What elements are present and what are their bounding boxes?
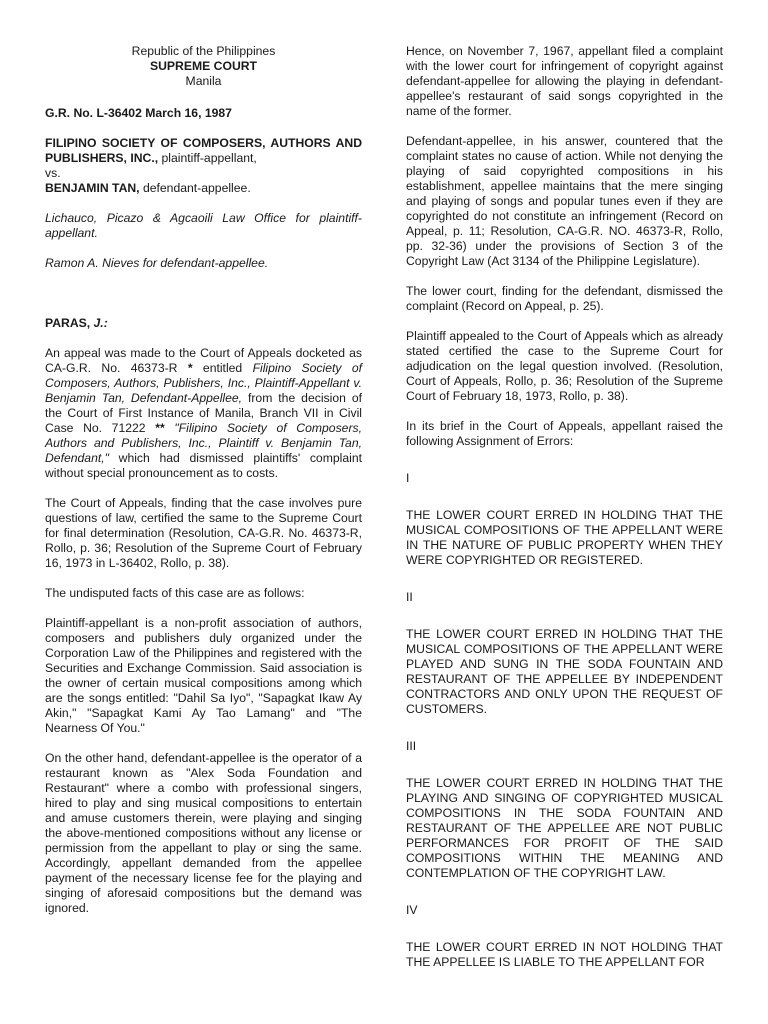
defendant-name: BENJAMIN TAN, [45, 181, 140, 195]
paragraph-complaint: Hence, on November 7, 1967, appellant filed a complaint with the lower court for infringement of copyright against defendant-appellee for allowing the playing in defendant-appellee's restaurant of said songs copyrighted in the name of the former. [406, 44, 723, 118]
ponente-suffix: J.: [93, 316, 108, 330]
error-text-4: THE LOWER COURT ERRED IN NOT HOLDING THAT THE APPELLEE IS LIABLE TO THE APPELLANT FOR [406, 940, 723, 969]
versus: vs. [45, 166, 61, 180]
paragraph-answer: Defendant-appellee, in his answer, countered that the complaint states no cause of action. While not denying the playing of said copyrighted compositions in his establishment, appellee maintains that the mere singing and playing of songs and popular tunes even if they are copyrighted do not constitute an infringement (Record on Appeal, p. 11; Resolution, CA-G.R. NO. 46373-R, Rollo, pp. 32-36) under the provisions of Section 3 of the Copyright Law (Act 3134 of the Philippine Legislature). [406, 134, 723, 268]
right-column [406, 44, 723, 985]
error-text-2: THE LOWER COURT ERRED IN HOLDING THAT THE MUSICAL COMPOSITIONS OF THE APPELLANT WERE PLAYED AND SUNG IN THE SODA FOUNTAIN AND RESTAURANT OF THE APPELLEE BY INDEPENDENT CONTRACTORS AND ONLY UPON THE REQUEST OF CUSTOMERS. [406, 627, 723, 716]
case-title-italic: "Filipino Society of Composers, Authors and Publishers, Inc., Plaintiff v. Benjamin Tan, Defendant," [45, 421, 362, 465]
paragraph-appeal-certified: Plaintiff appealed to the Court of Appeals which as already stated certified the case to the Supreme Court for adjudication on the legal question involved. (Resolution, Court of Appeals, Rollo, p. 36; Resolution of the Supreme Court of February 18, 1973, Rollo, p. 38). [406, 329, 723, 403]
text-run: An appeal was made to the Court of Appeals docketed as CA-G.R. No. 46373-R [45, 346, 362, 375]
plaintiff-role: plaintiff-appellant, [158, 151, 257, 165]
court-city: Manila [185, 74, 222, 88]
ponente [45, 316, 362, 331]
paragraph-plaintiff-facts: Plaintiff-appellant is a non-profit association of authors, composers and publishers duly organized under the Corporation Law of the Philippines and registered with the Securities and Exchange Commission. Said association is the owner of certain musical compositions among which are the songs entitled: "Dahil Sa Iyo", "Sapagkat Ikaw Ay Akin," "Sapagkat Kami Ay Tao Lamang" and "The Nearness Of You." [45, 616, 362, 735]
defendant-role: defendant-appellee. [139, 181, 251, 195]
left-column [45, 44, 362, 931]
error-number-2: II [406, 590, 413, 604]
paragraph-lower-court: The lower court, finding for the defendant, dismissed the complaint (Record on Appeal, p. 25). [406, 284, 723, 313]
ponente-name: PARAS, [45, 316, 94, 330]
text-run: which had dismissed plaintiffs' complaint without special pronouncement as to costs. [45, 451, 362, 480]
case-parties [45, 136, 362, 196]
footnote-marker[interactable]: ** [155, 421, 165, 435]
error-text-3: THE LOWER COURT ERRED IN HOLDING THAT THE PLAYING AND SINGING OF COPYRIGHTED MUSICAL COMPOSITIONS IN THE SODA FOUNTAIN AND RESTAURANT OF THE APPELLEE ARE NOT PUBLIC PERFORMANCES FOR PROFIT OF THE SAID COMPOSITIONS WITHIN THE MEANING AND CONTEMPLATION OF THE COPYRIGHT LAW. [406, 776, 723, 880]
error-number-1: I [406, 471, 410, 485]
text-run: from the decision of the Court of First Instance of Manila, Branch VII in Civil Case No. 71222 [45, 391, 362, 435]
paragraph-appeal [45, 346, 362, 481]
court-name: SUPREME COURT [150, 59, 257, 73]
case-title-italic: Filipino Society of Composers, Authors, Publishers, Inc., Plaintiff-Appellant v. Benjamin Tan, Defendant-Appellee, [45, 361, 362, 405]
plaintiff-counsel: Lichauco, Picazo & Agcaoili Law Office for plaintiff-appellant. [45, 211, 362, 240]
paragraph-certification: The Court of Appeals, finding that the case involves pure questions of law, certified the same to the Supreme Court for final determination (Resolution, CA-G.R. No. 46373-R, Rollo, p. 36; Resolution of the Supreme Court of February 16, 1973 in L-36402, Rollo, p. 38). [45, 496, 362, 570]
footnote-marker[interactable]: * [187, 361, 193, 375]
plaintiff-name: FILIPINO SOCIETY OF COMPOSERS, AUTHORS AND PUBLISHERS, INC., [45, 136, 362, 165]
defendant-counsel: Ramon A. Nieves for defendant-appellee. [45, 256, 269, 270]
paragraph-assignment-intro: In its brief in the Court of Appeals, appellant raised the following Assignment of Errors: [406, 419, 723, 448]
error-number-3: III [406, 739, 417, 753]
error-text-1: THE LOWER COURT ERRED IN HOLDING THAT THE MUSICAL COMPOSITIONS OF THE APPELLANT WERE IN THE NATURE OF PUBLIC PROPERTY WHEN THEY WERE COPYRIGHTED OR REGISTERED. [406, 508, 723, 567]
paragraph-defendant-facts: On the other hand, defendant-appellee is the operator of a restaurant known as "Alex Soda Foundation and Restaurant" where a combo with professional singers, hired to play and sing musical compositions to entertain and amuse customers therein, were playing and singing the above-mentioned compositions without any license or permission from the appellant to play or sing the same. Accordingly, appellant demanded from the appellee payment of the necessary license fee for the playing and singing of aforesaid compositions but the demand was ignored. [45, 751, 362, 915]
paragraph-facts-intro: The undisputed facts of this case are as follows: [45, 586, 305, 600]
error-number-4: IV [406, 903, 418, 917]
republic-line: Republic of the Philippines [131, 44, 276, 58]
case-number: G.R. No. L-36402 March 16, 1987 [45, 106, 232, 120]
text-run: entitled [192, 361, 253, 375]
